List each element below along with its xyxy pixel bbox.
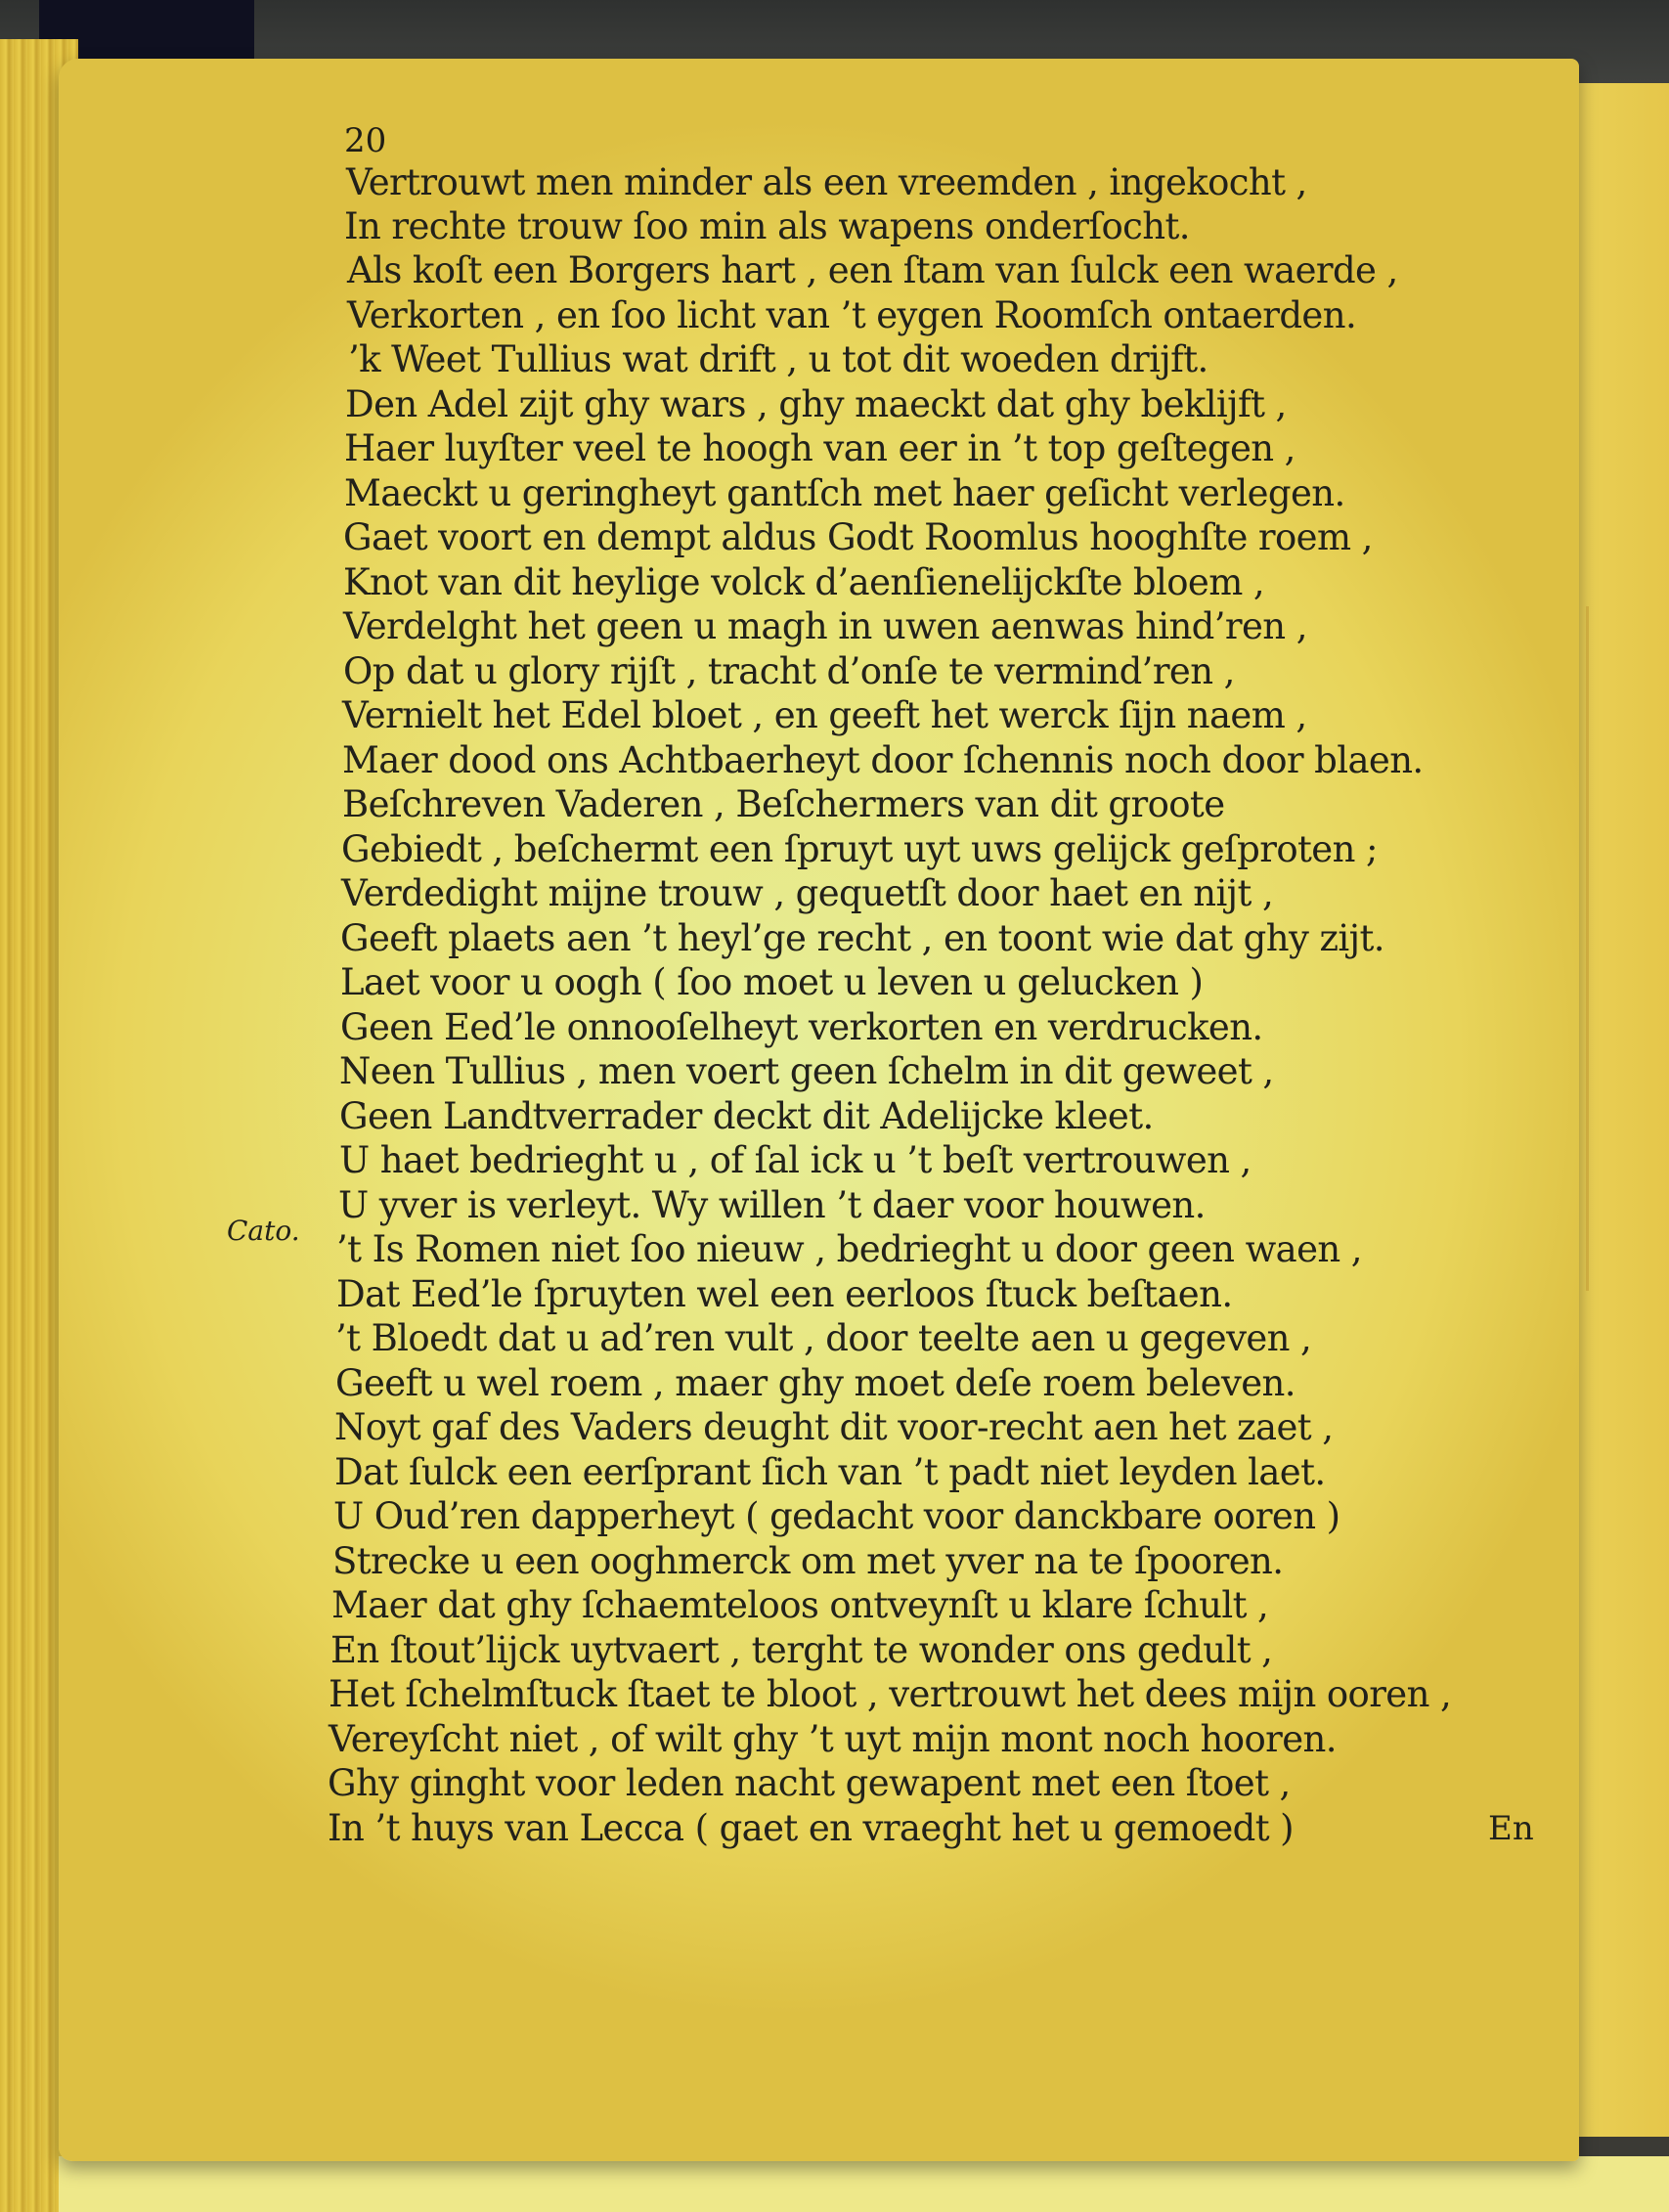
verse-line: Geeft u wel roem , maer ghy moet deſe roem beleven.: [335, 1362, 1296, 1404]
verse-line: Dat Eed’le ſpruyten wel een eerloos ſtuck beſtaen.: [336, 1273, 1233, 1315]
verse-line: Op dat u glory rijſt , tracht d’onſe te vermind’ren ,: [343, 650, 1235, 692]
verse-line: Geen Eed’le onnooſelheyt verkorten en verdrucken.: [340, 1006, 1263, 1048]
verse-line: Vereyſcht niet , of wilt ghy ’t uyt mijn mont noch hooren.: [329, 1718, 1337, 1760]
verse-line: Het ſchelmſtuck ſtaet te bloot , vertrouwt het dees mijn ooren ,: [329, 1673, 1452, 1715]
verse-line: Knot van dit heylige volck d’aenſienelijckſte bloem ,: [343, 561, 1265, 603]
verse-line: Maeckt u geringheyt gantſch met haer geſicht verlegen.: [344, 472, 1345, 514]
verse-line: Vertrouwt men minder als een vreemden , ingekocht ,: [346, 161, 1307, 203]
verse-line: Ghy ginght voor leden nacht gewapent met een ſtoet ,: [328, 1762, 1291, 1804]
verse-line: Geeft plaets aen ’t heyl’ge recht , en toont wie dat ghy zijt.: [340, 917, 1384, 959]
verse-line: U Oud’ren dapperheyt ( gedacht voor danckbare ooren ): [333, 1495, 1340, 1537]
verse-line: Gebiedt , beſchermt een ſpruyt uyt uws gelijck geſproten ;: [341, 828, 1378, 870]
verse-line: Gaet voort en dempt aldus Godt Roomlus hooghſte roem ,: [343, 516, 1373, 558]
verse-line: U yver is verleyt. Wy willen ’t daer voor houwen.: [338, 1184, 1206, 1226]
verse-line: En ſtout’lijck uytvaert , terght te wonder ons gedult ,: [330, 1629, 1273, 1671]
verse-line: Geen Landtverrader deckt dit Adelijcke kleet.: [339, 1095, 1154, 1137]
verse-line: ’t Bloedt dat u ad’ren vult , door teelte aen u gegeven ,: [335, 1317, 1312, 1359]
verse-line: Laet voor u oogh ( ſoo moet u leven u gelucken ): [340, 961, 1204, 1003]
verse-line: Maer dood ons Achtbaerheyt door ſchennis noch door blaen.: [342, 739, 1424, 781]
verse-line: Verkorten , en ſoo licht van ’t eygen Roomſch ontaerden.: [347, 294, 1357, 336]
verse-line: Als koſt een Borgers hart , een ſtam van ſulck een waerde ,: [347, 249, 1398, 291]
verse-line: Noyt gaf des Vaders deught dit voor-recht aen het zaet ,: [334, 1406, 1334, 1448]
verse-line: ’t Is Romen niet ſoo nieuw , bedrieght u door geen waen ,: [336, 1228, 1362, 1270]
page-number: 20: [344, 121, 387, 160]
verse-line: Maer dat ghy ſchaemteloos ontveynſt u klare ſchult ,: [331, 1584, 1269, 1626]
verse-line: Verdelght het geen u magh in uwen aenwas hind’ren ,: [343, 605, 1307, 647]
verse-line: ’k Weet Tullius wat drift , u tot dit woeden drijft.: [348, 338, 1208, 380]
verse-line: Beſchreven Vaderen , Beſchermers van dit groote: [342, 783, 1225, 825]
verse-line: U haet bedrieght u , of ſal ick u ’t beſt vertrouwen ,: [339, 1139, 1252, 1181]
verse-line: Den Adel zijt ghy wars , ghy maeckt dat ghy beklijft ,: [345, 383, 1287, 425]
verse-line: In ’t huys van Lecca ( gaet en vraeght het u gemoedt ): [328, 1807, 1294, 1849]
verse-line: Vernielt het Edel bloet , en geeft het werck ſijn naem ,: [342, 694, 1307, 736]
catchword: En: [1488, 1809, 1534, 1848]
verse-line: In rechte trouw ſoo min als wapens onderſocht.: [344, 205, 1190, 247]
verse-line: Neen Tullius , men voert geen ſchelm in dit geweet ,: [339, 1050, 1274, 1092]
verse-line: Haer luyſter veel te hoogh van eer in ’t top geſtegen ,: [344, 427, 1296, 469]
verse-line: Strecke u een ooghmerck om met yver na te ſpooren.: [332, 1540, 1284, 1582]
verse-line: Verdedight mijne trouw , gequetſt door haet en nijt ,: [341, 872, 1274, 914]
verse-line: Dat ſulck een eerſprant ſich van ’t padt niet leyden laet.: [334, 1451, 1326, 1493]
speaker-label-cato: Cato.: [227, 1215, 300, 1247]
